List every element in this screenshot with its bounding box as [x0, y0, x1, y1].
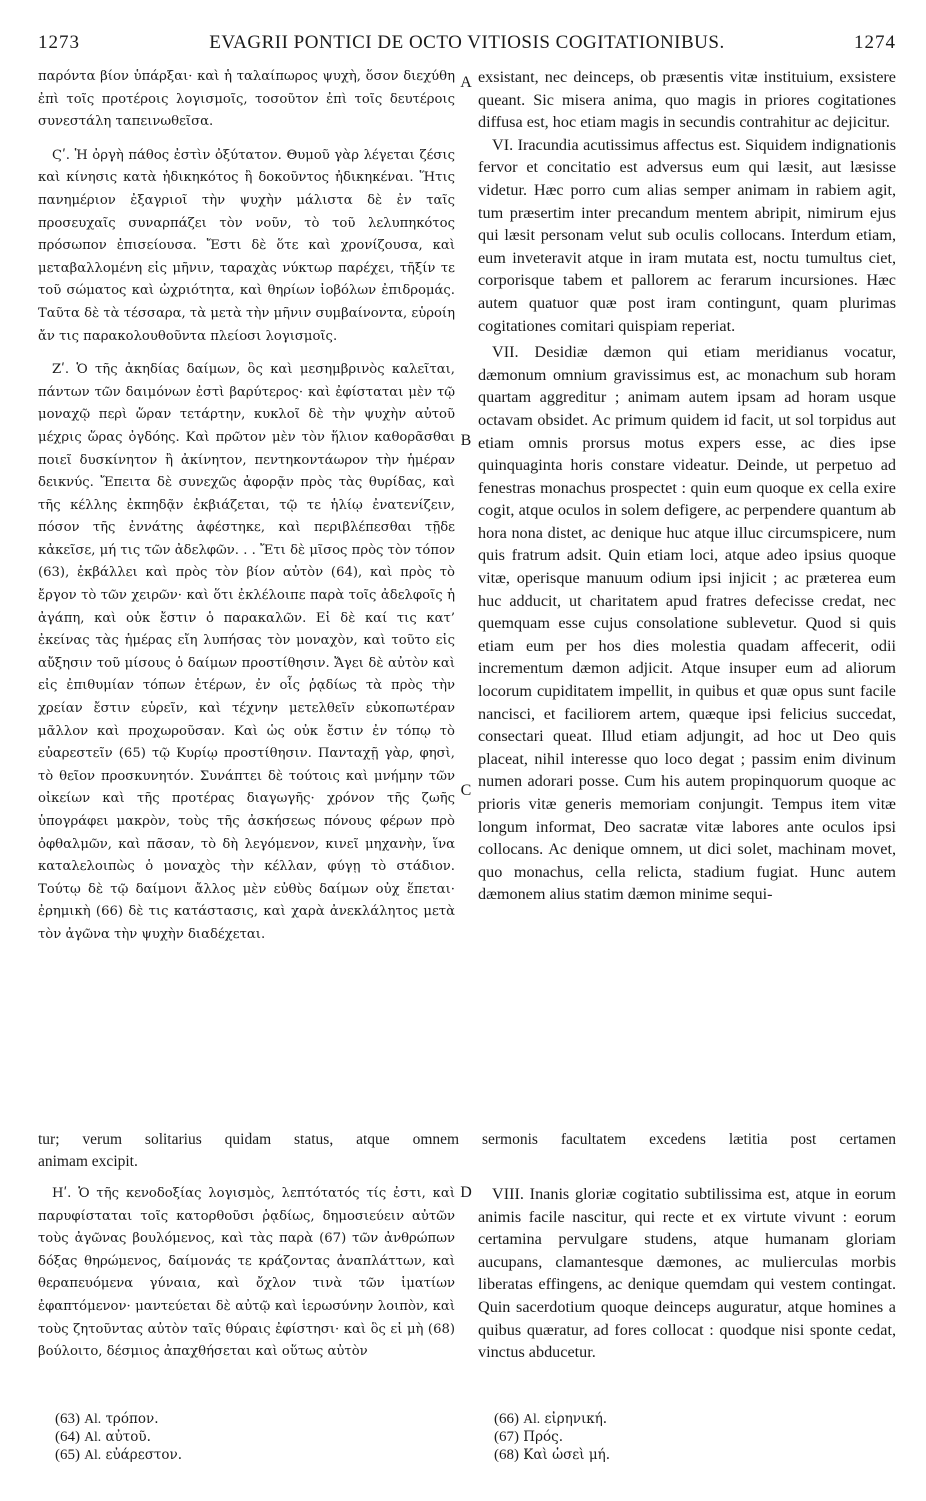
footnote: (66) Al. εἰρηνική. [494, 1411, 608, 1427]
margin-marker-c: C [460, 782, 472, 799]
greek-column-bottom [38, 1183, 455, 1364]
latin-paragraph-continuation: exsistant, nec deinceps, ob præsentis vitæ instituium, exsistere queant. Sic misera anima, quo magis in priores cogitationes diffusa est, hoc etiam magis in secundis contrahitur ac dejicitur. [478, 68, 896, 132]
greek-paragraph-6: Ϛʹ. Ἡ ὀργὴ πάθος ἐστὶν ὀξύτατον. Θυμοῦ γὰρ λέγεται ζέσις καὶ κίνησις κατὰ ἠδικηκότος ἢ δοκοῦντος ἠδικηκέναι. Ἥτις πανημέριον ἐξαγριοῖ τὴν ψυχὴν μάλιστα δὲ ἐν ταῖς προσευχαῖς συναρπάζει τὸν νοῦν, τὸ τοῦ λελυπηκότος πρόσωπον ἐπισείουσα. Ἔστι δὲ ὅτε καὶ χρονίζουσα, καὶ μεταβαλλομένη εἰς μῆνιν, ταραχὰς νύκτωρ παρέχει, τῆξίν τε τοῦ σώματος καὶ ὠχριότητα, καὶ θηρίων ἰοβόλων ἐπιδρομάς. Ταῦτα δὲ τὰ τέσσαρα, τὰ μετὰ τὴν μῆνιν συμβαίνοντα, εὑροίη ἄν τις παρακολουθοῦντα πλείοσι λογισμοῖς. [38, 147, 455, 344]
greek-paragraph-continuation: παρόντα βίον ὑπάρξαι· καὶ ἡ ταλαίπωρος ψυχὴ, ὅσον διεχύθη ἐπὶ τοῖς προτέροις λογισμοῖς, τοσοῦτον ἐπὶ τοῖς δευτέροις συνεστάλη ταπεινωθεῖσα. [38, 69, 455, 130]
greek-column [38, 66, 455, 947]
footnotes-right [494, 1410, 610, 1464]
latin-paragraph-8: VIII. Inanis gloriæ cogitatio subtilissima est, atque in eorum animis facile nascitur, qui recte et ex virtute vivunt : eorum certamina pervulgare studens, atque humanam gloriam aucupans, clamantesque dæmones, ac mulierculas morbis liberatas effingens, ac denique quemdam qui vestem contingat. Quin sacerdotium quoque deinceps auguratur, atque homines a quibus quæratur, ad fores collocat : quodque nisi sponte cedat, vinctus abducetur. [478, 1185, 896, 1362]
footnote: (67) Πρός. [494, 1429, 563, 1445]
full-width-text [38, 1129, 896, 1173]
footnote: (63) Al. τρόπον. [55, 1411, 159, 1427]
full-width-line-2: animam excipit. [38, 1153, 138, 1170]
footnotes-left [55, 1410, 182, 1464]
full-width-line-1: tur; verum solitarius quidam status, atque omnem sermonis facultatem excedens lætitia post certamen [38, 1131, 896, 1148]
latin-paragraph-7: VII. Desidiæ dæmon qui etiam meridianus vocatur, dæmonum omnium gravissimus est, ac monachum sub horam quartam aggreditur ; animam autem ipsam ad horam usque octavam obsidet. Ac primum quidem id facit, ut sol torpidus aut etiam omnis prorsus motus expers esse, ac dies ipse quinquaginta horis constare videatur. Deinde, ut perpetuo ad fenestras monachus prospectet : quin eum quoque ex cella exire cogit, atque oculos in solem defigere, ac perpendere quantum ab hora nona distet, ac denique huc atque illuc circumspicere, num quis fratrum adsit. Quin etiam loci, atque adeo ipsius quoque vitæ, operisque manuum odium ipsi injicit ; ac præterea eum huc adducit, ut charitatem apud fratres defecisse credat, nec quemquam esse cujus consolatione sublevetur. Quod si quis etiam eum per hos dies molestia quadam affecerit, odii incrementum dæmon adjicit. Atque insuper eum ad aliorum locorum cupiditatem impellit, in quibus et quæ opus sunt facile nancisci, et faciliorem artem, quæque ipsi felicius succedat, consectari queat. Illud etiam adjungit, ad hoc ut Deo quis placeat, nihil interesse quo loco degat ; passim enim divinum numen adorari posse. Cum his autem propinquorum quoque ac prioris vitæ generis memoriam conjungit. Tempus item vitæ longum informat, Deo sacratæ vitæ labores ante oculos ipsi collocans. Ac denique omnem, ut dici solet, machinam movet, quo monachus, cella relicta, stadium fugiat. Hunc autem dæmonem alius statim dæmon minime sequi- [478, 343, 896, 904]
page-number-right: 1274 [854, 32, 896, 53]
page-header [38, 32, 896, 58]
margin-marker-b: B [460, 432, 472, 449]
running-title: EVAGRII PONTICI DE OCTO VITIOSIS COGITATIONIBUS. [209, 32, 725, 53]
page-number-left: 1273 [38, 32, 80, 53]
greek-paragraph-8: Ηʹ. Ὁ τῆς κενοδοξίας λογισμὸς, λεπτότατός τίς ἐστι, καὶ παρυφίσταται τοῖς κατορθοῦσι ῥᾳδίως, δημοσιεύειν αὐτῶν τοὺς ἀγῶνας βουλόμενος, καὶ τὰς παρὰ (67) τῶν ἀνθρώπων δόξας θηρώμενος, δαίμονάς τε κράζοντας ἀναπλάττων, καὶ θεραπευόμενα γύναια, καὶ ὄχλον τινὰ τῶν ἱματίων ἐφαπτόμενον· μαντεύεται δὲ αὐτῷ καὶ ἱερωσύνην λοιπὸν, καὶ τοὺς ζητοῦντας αὐτὸν ταῖς θύραις ἐφίστησι· καὶ ὃς εἰ μὴ (68) βούλοιτο, δέσμιος ἀπαχθήσεται καὶ οὕτως αὐτὸν [38, 1186, 455, 1360]
footnote: (64) Al. αὐτοῦ. [55, 1429, 151, 1445]
margin-marker-d: D [460, 1184, 472, 1201]
footnote: (65) Al. εὐάρεστον. [55, 1447, 183, 1463]
margin-marker-a: A [460, 74, 472, 91]
latin-paragraph-6: VI. Iracundia acutissimus affectus est. Siquidem indignationis fervor et concitatio est adversus eum qui læsit, aut læsisse videtur. Hæc porro cum alias semper animam in rabiem agit, tum præsertim inter precandum mentem abripit, nimirum ejus qui læsit personam velut sub oculis collocans. Interdum etiam, eum inveteravit atque in iram mutata est, noctu tumultus ciet, corporisque tabem et pallorem ac ferarum incursiones. Hæc autem quatuor quæ post iram contingunt, quam plurimas cogitationes comitari quispiam reperiat. [478, 135, 896, 335]
latin-column-bottom [478, 1183, 896, 1364]
footnote: (68) Καὶ ὡσεὶ μή. [494, 1447, 611, 1463]
greek-paragraph-7: Ζʹ. Ὁ τῆς ἀκηδίας δαίμων, ὃς καὶ μεσημβρινὸς καλεῖται, πάντων τῶν δαιμόνων ἐστὶ βαρύτερος· καὶ ἐφίσταται μὲν τῷ μοναχῷ περὶ ὥραν τετάρτην, κυκλοῖ δὲ τὴν ψυχὴν αὐτοῦ μέχρις ὥρας ὀγδόης. Καὶ πρῶτον μὲν τὸν ἥλιον καθορᾶσθαι ποιεῖ δυσκίνητον ἢ ἀκίνητον, πεντηκοντάωρον τὴν ἡμέραν δεικνύς. Ἔπειτα δὲ συνεχῶς ἀφορᾷν πρὸς τὰς θυρίδας, καὶ τῆς κέλλης ἐκπηδᾷν ἐκβιάζεται, τῷ τε ἡλίῳ ἐνατενίζειν, πόσον τῆς ἐννάτης ἀφέστηκε, καὶ περιβλέπεσθαι τῇδε κἀκεῖσε, μή τις τῶν ἀδελφῶν. . . Ἔτι δὲ μῖσος πρὸς τὸν τόπον (63), ἐκβάλλει καὶ πρὸς τὸν βίον αὐτὸν (64), καὶ πρὸς τὸ ἔργον τὸ τῶν χειρῶν· καὶ ὅτι ἐκλέλοιπε παρὰ τοῖς ἀδελφοῖς ἡ ἀγάπη, καὶ οὐκ ἔστιν ὁ παρακαλῶν. Εἰ δὲ καί τις κατ’ ἐκείνας τὰς ἡμέρας εἴη λυπήσας τὸν μοναχὸν, καὶ τοῦτο εἰς αὔξησιν τοῦ μίσους ὁ δαίμων προστίθησιν. Ἄγει δὲ αὐτὸν καὶ εἰς ἐπιθυμίαν τόπων ἑτέρων, ἐν οἷς ῥᾳδίως τὰ πρὸς τὴν χρείαν ἔστιν εὑρεῖν, καὶ τέχνην μετελθεῖν εὐκοπωτέραν μᾶλλον καὶ προχωροῦσαν. Καὶ ὡς οὐκ ἔστιν ἐν τόπῳ τὸ εὐαρεστεῖν (65) τῷ Κυρίῳ προστίθησιν. Πανταχῇ γὰρ, φησὶ, τὸ θεῖον προσκυνητόν. Συνάπτει δὲ τούτοις καὶ μνήμην τῶν οἰκείων καὶ τῆς προτέρας διαγωγῆς· χρόνον τῆς ζωῆς ὑπογράφει μακρὸν, τοὺς τῆς ἀσκήσεως πόνους φέρων πρὸ ὀφθαλμῶν, καὶ πᾶσαν, τὸ δὴ λεγόμενον, κινεῖ μηχανὴν, ἵνα καταλελοιπὼς ὁ μοναχὸς τὴν κέλλαν, φύγῃ τὸ στάδιον. Τούτῳ δὲ τῷ δαίμονι ἄλλος μὲν εὐθὺς δαίμων οὐχ ἕπεται· ἐρημικὴ (66) δὲ τις κατάστασις, καὶ χαρὰ ἀνεκλάλητος μετὰ τὸν ἀγῶνα τὴν ψυχὴν διαδέχεται. [38, 362, 455, 942]
latin-column [478, 66, 896, 906]
